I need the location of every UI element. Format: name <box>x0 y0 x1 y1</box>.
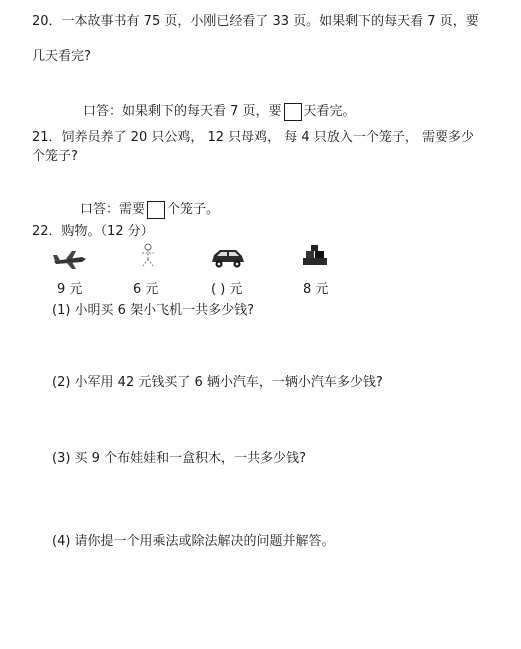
q20-answer-box[interactable] <box>284 103 302 121</box>
car-icon <box>210 247 246 269</box>
q20-answer-prefix: 口答：如果剩下的每天看 7 页，要 <box>83 104 282 119</box>
airplane-icon <box>52 249 88 271</box>
q22-sub3: (3) 买 9 个布娃娃和一盒积木，一共多少钱? <box>52 451 306 466</box>
q20-text-line1: 20．一本故事书有 75 页，小刚已经看了 33 页。如果剩下的每天看 7 页，要 <box>32 14 479 29</box>
q22-sub4: (4) 请你提一个用乘法或除法解决的问题并解答。 <box>52 534 335 549</box>
q21-answer-prefix: 口答：需要 <box>80 202 146 217</box>
q22-sub2: (2) 小军用 42 元钱买了 6 辆小汽车，一辆小汽车多少钱? <box>52 375 383 390</box>
q22-sub1: (1) 小明买 6 架小飞机一共多少钱? <box>52 303 254 318</box>
q21-text-line2: 个笼子? <box>32 149 78 164</box>
price-blocks: 8 元 <box>303 282 329 297</box>
doll-icon <box>137 242 159 268</box>
q21-text-line1: 21．饲养员养了 20 只公鸡， 12 只母鸡， 每 4 只放入一个笼子， 需要多少 <box>32 130 474 145</box>
q20-answer <box>83 100 356 121</box>
q21-answer-suffix: 个笼子。 <box>167 202 220 217</box>
q21-answer <box>80 198 219 219</box>
q20-answer-suffix: 天看完。 <box>303 104 356 119</box>
price-airplane: 9 元 <box>57 282 83 297</box>
q22-title: 22．购物。（12 分） <box>32 224 154 239</box>
q20-text-line2: 几天看完? <box>32 49 91 64</box>
blocks-icon <box>302 244 328 266</box>
price-car[interactable]: ( ) 元 <box>211 282 243 297</box>
q21-answer-box[interactable] <box>147 201 165 219</box>
price-doll: 6 元 <box>133 282 159 297</box>
